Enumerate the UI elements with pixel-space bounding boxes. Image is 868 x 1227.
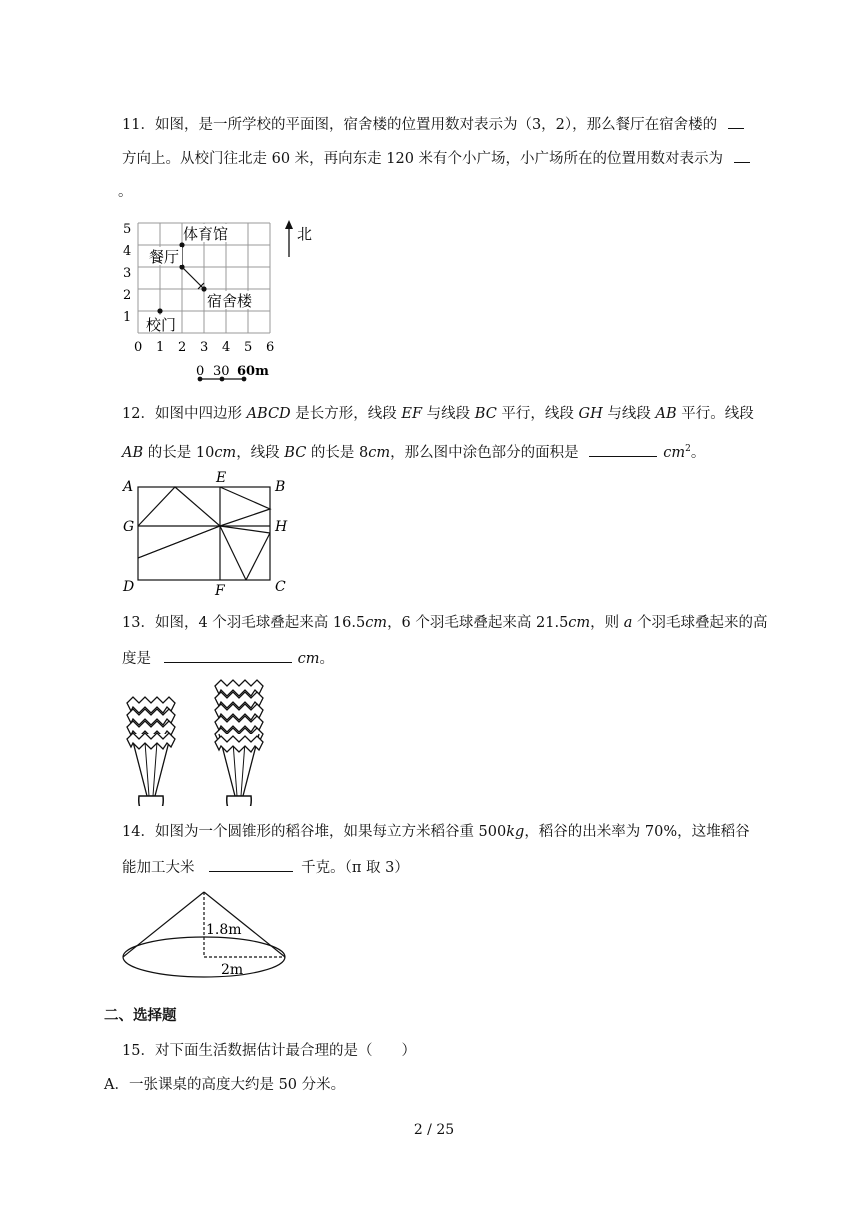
y-tick-4: 4: [123, 244, 132, 259]
q11-line2: 方向上。从校门往北走 60 米，再向东走 120 米有个小广场，小广场所在的位置用数对表示为: [122, 148, 750, 169]
q11-line1: 11．如图，是一所学校的平面图，宿舍楼的位置用数对表示为（3，2），那么餐厅在宿舍楼的: [122, 114, 744, 135]
label-H: H: [275, 519, 288, 535]
scale-0: 0: [196, 364, 205, 379]
scale-30: 30: [213, 364, 230, 379]
y-tick-5: 5: [123, 222, 132, 237]
q14-line1: 14．如图为一个圆锥形的稻谷堆，如果每立方米稻谷重 500kg，稻谷的出米率为 70%，这堆稻谷: [122, 824, 750, 840]
dorm-point: [201, 286, 206, 291]
q14-answer-blank[interactable]: [209, 857, 293, 872]
school-map-figure: [115, 215, 325, 385]
gym-point: [179, 242, 184, 247]
page-number: 2 / 25: [413, 1122, 455, 1138]
y-tick-1: 1: [123, 310, 132, 325]
label-A: A: [123, 479, 134, 495]
x-tick-3: 3: [200, 340, 209, 355]
x-tick-2: 2: [178, 340, 187, 355]
shuttlecock-stack-6: [215, 680, 263, 806]
label-D: D: [123, 579, 135, 595]
label-F: F: [215, 583, 225, 598]
shuttlecock-figure: [115, 676, 285, 806]
cone-figure: [118, 886, 298, 994]
q15-stem: 15．对下面生活数据估计最合理的是（ ）: [122, 1043, 416, 1059]
label-E: E: [216, 470, 227, 486]
canteen-point: [179, 264, 184, 269]
q13-line2: 度是 cm。: [122, 648, 334, 669]
x-tick-4: 4: [222, 340, 231, 355]
dorm-label: 宿舍楼: [207, 292, 253, 310]
y-tick-2: 2: [123, 288, 132, 303]
scale-60m: 60m: [237, 364, 269, 379]
q13-answer-blank[interactable]: [164, 648, 292, 663]
x-tick-6: 6: [266, 340, 275, 355]
canteen-label: 餐厅: [149, 248, 180, 266]
gym-label: 体育馆: [183, 225, 229, 243]
q14-line2: 能加工大米 千克。（π 取 3）: [122, 857, 409, 878]
north-label: 北: [297, 225, 313, 243]
q15-option-a[interactable]: A．一张课桌的高度大约是 50 分米。: [104, 1077, 346, 1093]
x-tick-5: 5: [244, 340, 253, 355]
y-tick-3: 3: [123, 266, 132, 281]
gate-label: 校门: [146, 316, 177, 334]
cone-radius-label: 2m: [221, 962, 244, 978]
label-C: C: [275, 579, 286, 595]
q12-line2: AB 的长是 10cm，线段 BC 的长是 8cm，那么图中涂色部分的面积是 $cm^2$。: [122, 439, 705, 463]
gate-point: [157, 308, 162, 313]
north-arrow-icon: [285, 220, 293, 257]
shuttlecock-stack-4: [127, 697, 175, 806]
x-tick-1: 1: [156, 340, 165, 355]
q11-blank1[interactable]: [728, 114, 744, 129]
q11-line3: 。: [118, 184, 133, 200]
rectangle-abcd-figure: [115, 468, 295, 598]
q11-blank2[interactable]: [734, 148, 750, 163]
cone-height-label: 1.8m: [206, 922, 242, 938]
q12-line1: 12．如图中四边形 ABCD 是长方形，线段 EF 与线段 BC 平行，线段 GH 与线段 AB 平行。线段: [122, 406, 754, 422]
x-tick-0: 0: [134, 340, 143, 355]
label-G: G: [123, 519, 135, 535]
label-B: B: [275, 479, 286, 495]
q13-line1: 13．如图，4 个羽毛球叠起来高 16.5cm，6 个羽毛球叠起来高 21.5cm，则 a 个羽毛球叠起来的高: [122, 615, 768, 631]
section-title: 二、选择题: [104, 1007, 177, 1024]
q12-answer-blank[interactable]: [589, 442, 657, 457]
